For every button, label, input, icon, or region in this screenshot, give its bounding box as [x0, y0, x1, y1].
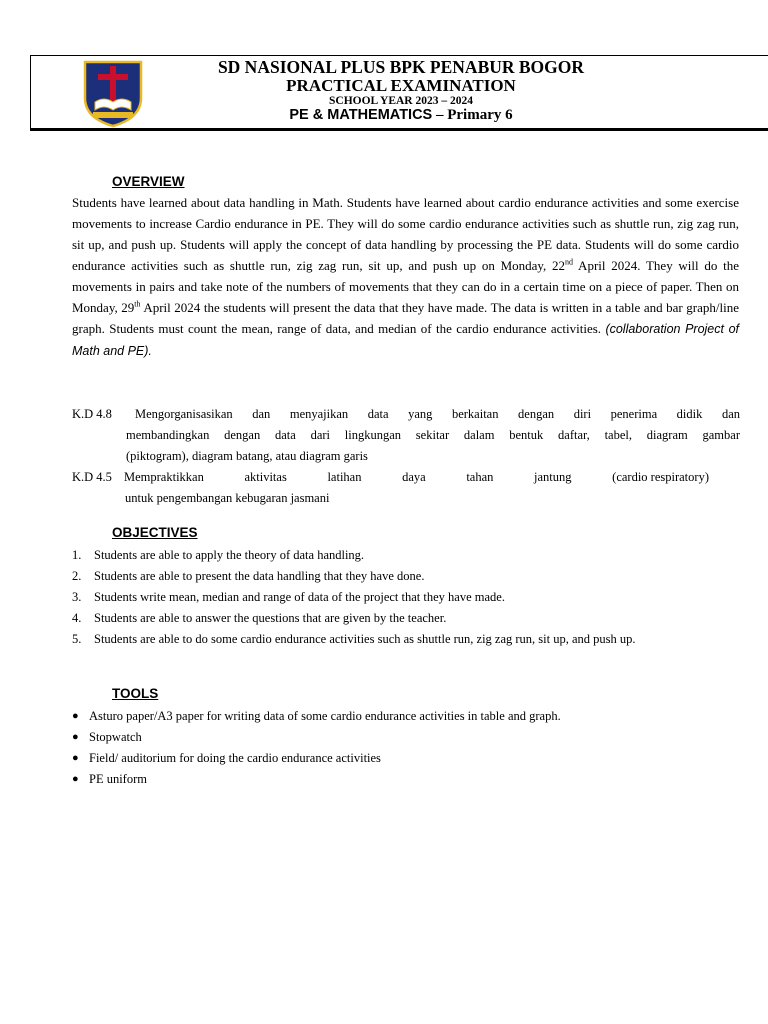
- list-text: Field/ auditorium for doing the cardio endurance activities: [89, 751, 381, 765]
- bullet-icon: ●: [72, 710, 79, 722]
- overview-heading: OVERVIEW: [112, 174, 185, 189]
- kd-word: latihan: [327, 470, 362, 484]
- objectives-list: [72, 545, 722, 650]
- list-text: PE uniform: [89, 772, 147, 786]
- document-header: [30, 55, 768, 131]
- kd-line: untuk pengembangan kebugaran jasmani: [125, 491, 330, 505]
- kd-word: Mempraktikkan: [124, 470, 204, 484]
- kd-text: [135, 404, 740, 425]
- list-number: 2.: [72, 569, 82, 583]
- bullet-icon: ●: [72, 752, 79, 764]
- grade-level: – Primary 6: [432, 107, 513, 123]
- list-number: 3.: [72, 590, 82, 604]
- list-item: [72, 608, 722, 629]
- ordinal-suffix-1: nd: [565, 257, 574, 267]
- kd-label: K.D 4.8: [72, 407, 112, 421]
- list-text: Stopwatch: [89, 730, 142, 744]
- overview-text-3: April 2024 the students will present the data that they have made. The data is written in a table and bar graph/line graph. Students must count the mean, range of data, and median of the cardio endurance activities.: [72, 300, 739, 336]
- list-text: Asturo paper/A3 paper for writing data of some cardio endurance activities in table and graph.: [89, 709, 561, 723]
- list-number: 5.: [72, 632, 82, 646]
- tools-heading: TOOLS: [112, 686, 159, 701]
- overview-italic-note: (collaboration Project of Math and PE).: [72, 322, 739, 358]
- ordinal-suffix-2: th: [134, 299, 141, 309]
- list-text: Students write mean, median and range of data of the project that they have made.: [94, 590, 505, 604]
- kd-word: aktivitas: [244, 470, 287, 484]
- kd-word: daya: [402, 470, 426, 484]
- list-item: [72, 769, 722, 790]
- subject-name: PE & MATHEMATICS: [289, 107, 433, 123]
- overview-text-2: April 2024. They will do the movements in pairs and take note of the numbers of movements that they can do in a certain time on a piece of paper. Then on Monday, 29: [72, 258, 739, 315]
- list-item: [72, 629, 714, 650]
- objectives-heading: OBJECTIVES: [112, 525, 198, 540]
- list-number: 1.: [72, 548, 82, 562]
- list-item: [72, 545, 722, 566]
- kd-word: jantung: [534, 470, 572, 484]
- list-text: Students are able to answer the questions that are given by the teacher.: [94, 611, 447, 625]
- bullet-icon: ●: [72, 731, 79, 743]
- list-text: Students are able to do some cardio endurance activities such as shuttle run, zig zag run, sit up, and push up.: [94, 632, 636, 646]
- exam-title: PRACTICAL EXAMINATION: [286, 76, 516, 95]
- list-text: Students are able to present the data handling that they have done.: [94, 569, 425, 583]
- kd-label: K.D 4.5: [72, 470, 112, 484]
- kd-line: Mengorganisasikan dan menyajikan data yang berkaitan dengan diri penerima didik dan: [135, 407, 740, 421]
- list-item: [72, 727, 722, 748]
- kd-continuation: [126, 425, 740, 467]
- bullet-icon: ●: [72, 773, 79, 785]
- school-year: SCHOOL YEAR 2023 – 2024: [329, 95, 473, 107]
- list-number: 4.: [72, 611, 82, 625]
- kd-line: membandingkan dengan data dari lingkungan sekitar dalam bentuk daftar, tabel, diagram gambar: [126, 428, 740, 442]
- school-name: SD NASIONAL PLUS BPK PENABUR BOGOR: [217, 57, 585, 77]
- kd-word-row: [124, 467, 709, 488]
- overview-paragraph: [72, 192, 739, 362]
- kd-text: [124, 467, 736, 509]
- list-item: [72, 748, 722, 769]
- list-text: Students are able to apply the theory of data handling.: [94, 548, 365, 562]
- overview-text-1: Students have learned about data handling in Math. Students have learned about cardio endurance activities and some exercise movements to increase Cardio endurance in PE. They will do some cardio endurance activities such as shuttle run, zig zag run, sit up, and push up. Students will apply the concept of data handling by processing the PE data. Students will do some cardio endurance activities such as shuttle run, zig zag run, sit up, and push up on Monday, 22: [72, 195, 739, 273]
- list-item: [72, 566, 722, 587]
- kd-word: tahan: [466, 470, 494, 484]
- subject-line: [31, 107, 768, 124]
- list-item: [72, 706, 722, 727]
- list-item: [72, 587, 722, 608]
- tools-list: [72, 706, 722, 790]
- kd-line: (piktogram), diagram batang, atau diagram garis: [126, 449, 368, 463]
- kd-word: (cardio respiratory): [612, 470, 709, 484]
